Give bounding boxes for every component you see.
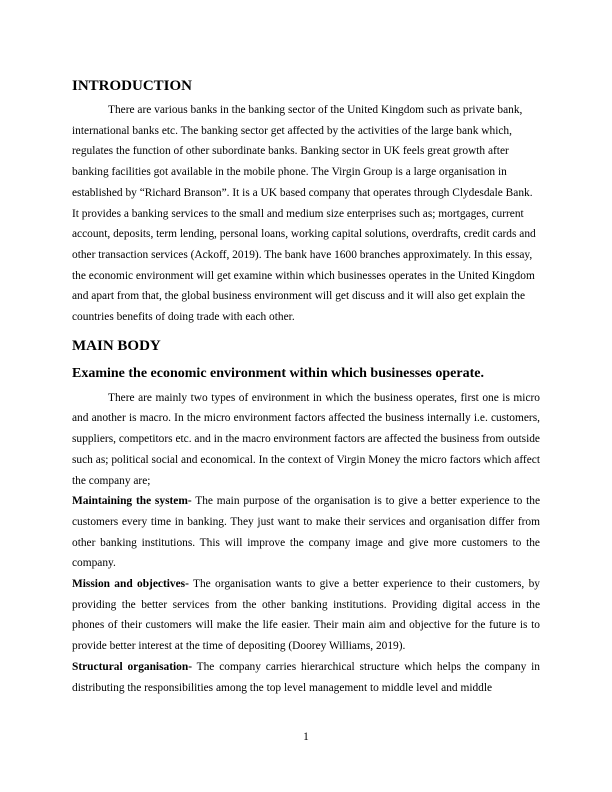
factor-text: The organisation wants to give a better experience to their customers, by providing the better services from the other banking institutions. Providing digital access in the phones of their customers will make the life easier. Their main aim and objective for the future is to provide better interest at the time of depositing (Doorey Williams, 2019). — [72, 578, 540, 653]
factor-term: Mission and objectives- — [72, 578, 189, 591]
environment-paragraph: There are mainly two types of environment in which the business operates, first one is micro and another is macro. In the micro environment factors affected the business internally i.e. customers, suppliers, competitors etc. and in the macro environment factors are affected the business from outside such as; political social and economical. In the context of Virgin Money the micro factors which affect the company are; — [72, 391, 540, 487]
factor-text: The main purpose of the organisation is to give a better experience to the customers every time in banking. They just want to make their services and organisation differ from other banking institutions. This will improve the company image and give more customers to the company. — [72, 495, 541, 570]
factor-term: Maintaining the system- — [72, 495, 192, 508]
introduction-paragraph: There are various banks in the banking sector of the United Kingdom such as private bank, international banks etc. The banking sector get affected by the activities of the large bank which, regulates the function of other subordinate banks. Banking sector in UK feels great growth after banking facilities got available in the mobile phone. The Virgin Group is a large organisation in established by “Richard Branson”. It is a UK based company that operates through Clydesdale Bank. It provides a banking services to the small and medium size enterprises such as; mortgages, current account, deposits, term lending, personal loans, working capital solutions, overdrafts, credit cards and other transaction services (Ackoff, 2019). The bank have 1600 branches approximately. In this essay, the economic environment will get examine within which businesses operates in the United Kingdom and apart from that, the global business environment will get discuss and it will also get explain the countries benefits of doing trade with each other. — [72, 104, 536, 324]
section-subheading: Examine the economic environment within which businesses operate. — [72, 365, 484, 381]
factor-structural-organisation — [72, 657, 540, 698]
page-content — [72, 76, 540, 698]
introduction-heading: INTRODUCTION — [72, 78, 193, 94]
page-number: 1 — [303, 731, 309, 743]
factor-term: Structural organisation- — [72, 660, 193, 673]
main-body-heading: MAIN BODY — [72, 337, 161, 354]
factor-text: The company carries hierarchical structure which helps the company in distributing the responsibilities among the top level management to middle level and middle — [72, 660, 540, 694]
factor-mission-objectives — [72, 574, 540, 657]
factor-maintaining-system — [72, 491, 540, 574]
